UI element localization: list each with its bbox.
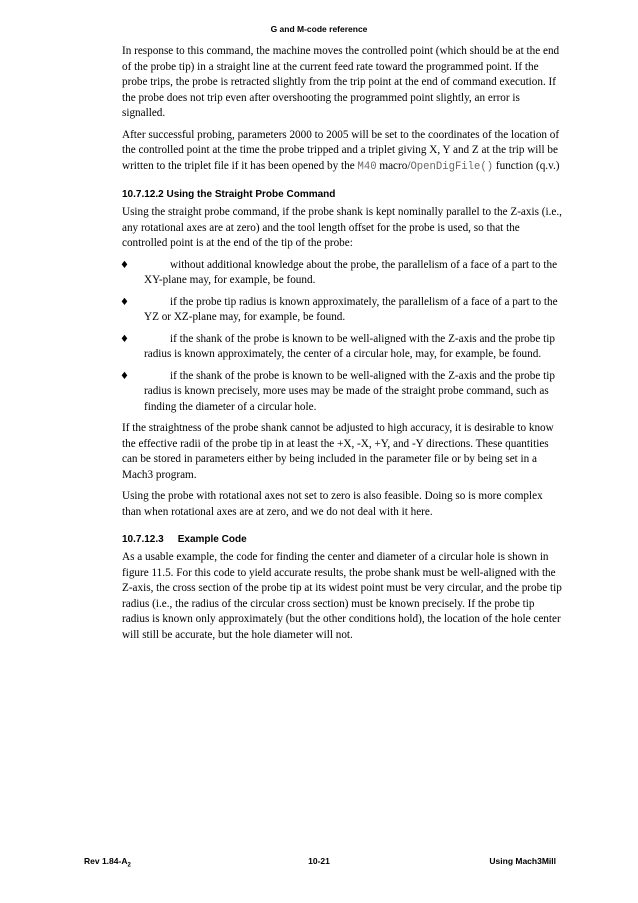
paragraph-probe-motion: In response to this command, the machine moves the controlled point (which should be at the end of the probe tip) in a straight line at the current feed rate toward the programmed point. If the probe trips, the probe is retracted slightly from the trip point at the end of command execution. If the probe does not trip even after overshooting the programmed point slightly, an error is signalled. — [122, 45, 560, 119]
section-number: 10.7.12.3 — [122, 534, 164, 545]
diamond-bullet-icon: ♦ — [120, 333, 129, 345]
code-opendigfile: OpenDigFile() — [410, 160, 494, 173]
footer-revision-text: Rev 1.84-A — [84, 856, 128, 866]
list-item-text: if the shank of the probe is known to be well-aligned with the Z-axis and the probe tip radius is known precisely, more uses may be made of the straight probe command, such as finding the diameter of a circular hole. — [144, 369, 555, 413]
footer-revision-sub: 2 — [127, 862, 131, 869]
page-content — [122, 44, 562, 649]
diamond-bullet-icon: ♦ — [120, 259, 129, 271]
paragraph-probe-results — [122, 128, 562, 176]
list-item — [122, 295, 562, 326]
paragraph-text: After successful probing, parameters 2000 to 2005 will be set to the coordinates of the location of the controlled point at the time the probe tripped and a triplet giving X, Y and Z at the trip will be written to the triplet file if it has been opened by the — [122, 128, 560, 172]
list-item — [122, 369, 562, 416]
diamond-bullet-icon: ♦ — [120, 370, 129, 382]
section-heading-example-code — [122, 533, 562, 547]
paragraph-shank-straightness: If the straightness of the probe shank cannot be adjusted to high accuracy, it is desirable to know the effective radii of the probe tip in at least the +X, -X, +Y, and -Y directions. These quantities can be stored in parameters either by being included in the parameter file or by being set in a Mach3 program. — [122, 422, 554, 481]
paragraph-rotational-axes: Using the probe with rotational axes not set to zero is also feasible. Doing so is more complex than when rotational axes are at zero, and we do not deal with it here. — [122, 490, 543, 518]
list-item-text: if the probe tip radius is known approximately, the parallelism of a face of a part to the YZ or XZ-plane may, for example, be found. — [144, 295, 558, 323]
page-header-title: G and M-code reference — [270, 24, 368, 34]
paragraph-text: function (q.v.) — [493, 159, 560, 172]
section-intro: Using the straight probe command, if the probe shank is kept nominally parallel to the Z-axis (i.e., any rotational axes are at zero) and the tool length offset for the probe is used, so that the controlled point is at the end of the tip of the probe: — [122, 206, 562, 249]
list-item-text: if the shank of the probe is known to be well-aligned with the Z-axis and the probe tip radius is known approximately, the center of a circular hole, may, for example, be found. — [144, 332, 555, 360]
footer-manual-title: Using Mach3Mill — [489, 856, 556, 866]
section-heading-straight-probe: 10.7.12.2 Using the Straight Probe Command — [122, 189, 336, 200]
diamond-bullet-icon: ♦ — [120, 296, 129, 308]
footer-page-number: 10-21 — [308, 856, 330, 866]
list-item-text: without additional knowledge about the probe, the parallelism of a face of a part to the XY-plane may, for example, be found. — [144, 258, 558, 286]
list-item — [122, 332, 562, 363]
section-title: Example Code — [177, 534, 247, 545]
paragraph-example-code: As a usable example, the code for finding the center and diameter of a circular hole is shown in figure 11.5. For this code to yield accurate results, the probe shank must be well-aligned with the Z-axis, the cross section of the probe tip at its widest point must be very circular, and the probe tip radius (i.e., the radius of the circular cross section) must be known precisely. If the probe tip radius is known only approximately (but the other conditions hold), the location of the hole center will still be accurate, but the hole diameter will not. — [122, 551, 562, 641]
paragraph-text: macro/ — [376, 159, 411, 172]
list-item — [122, 258, 562, 289]
code-m40: M40 — [357, 160, 377, 173]
